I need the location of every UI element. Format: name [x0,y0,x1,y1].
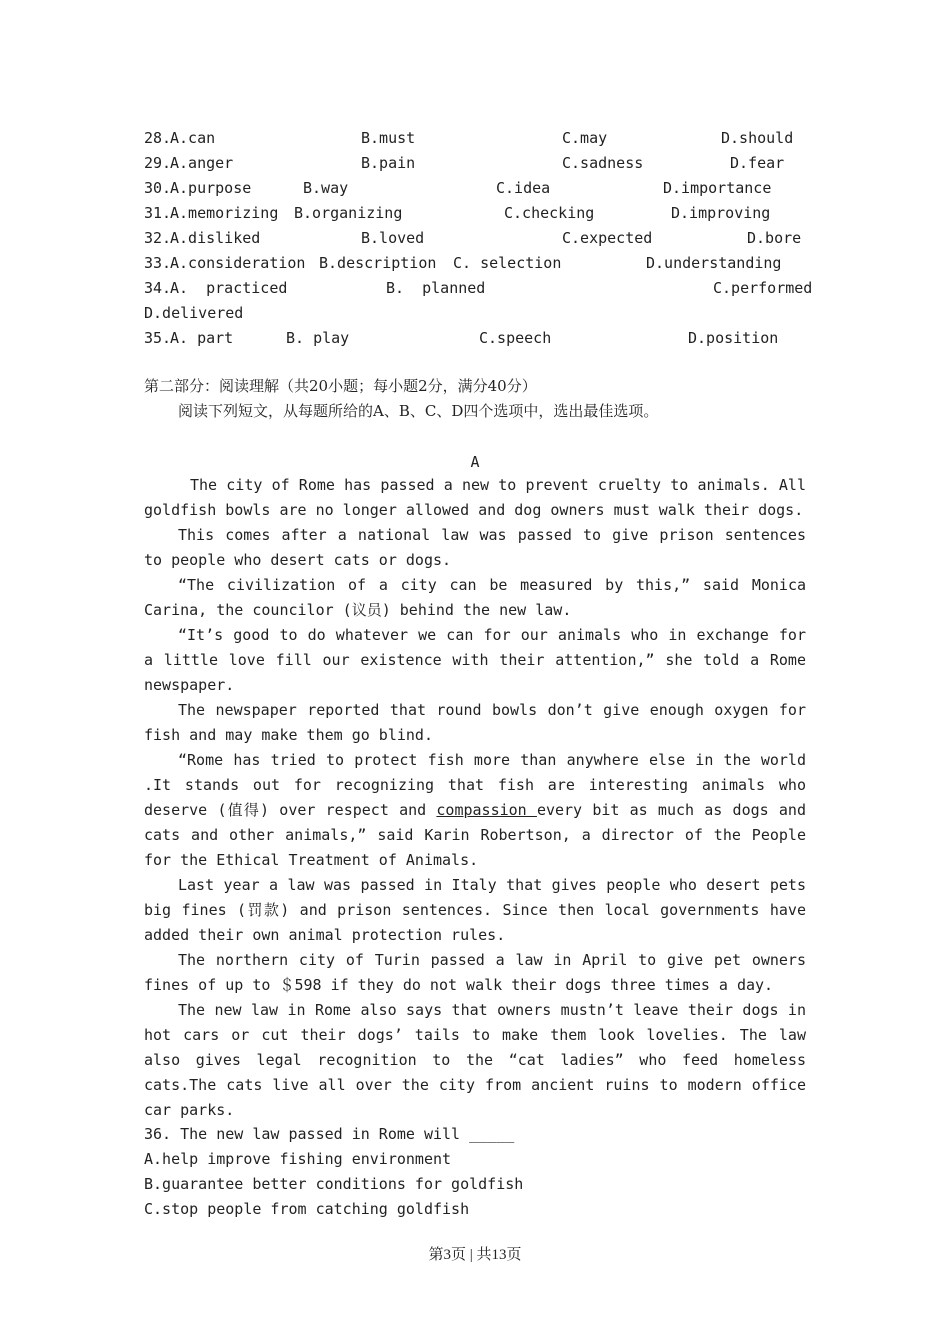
passage-paragraph: The new law in Rome also says that owners mustn’t leave their dogs in hot cars or cut their dogs’ tails to make them look lovelies. The law also gives legal recognition to the “cat ladies” who feed homeless cats.The cats live all over the city from ancient ruins to modern office car parks. [144,1001,806,1119]
option-a: A.can [170,129,216,147]
passage-paragraph: The newspaper reported that round bowls don’t give enough oxygen for fish and may make them go blind. [144,701,806,744]
option-number: 33. [144,254,172,272]
option-number: 32. [144,229,172,247]
option-a: A.disliked [170,229,261,247]
option-a: A. practiced [170,279,288,297]
section-title: 第二部分：阅读理解（共20小题；每小题2分，满分40分） [144,377,537,395]
option-a: A.anger [170,154,234,172]
option-b: B.must [361,129,416,147]
passage-paragraph: This comes after a national law was passed to give prison sentences to people who desert cats or dogs. [144,526,806,569]
option-c: C.speech [479,329,552,347]
passage-paragraph: “It’s good to do whatever we can for our animals who in exchange for a little love fill our existence with their attention,” she told a Rome newspaper. [144,626,806,694]
option-a: A.memorizing [170,204,279,222]
option-c: C.may [562,129,608,147]
option-c: C. selection [453,254,562,272]
option-a: A.consideration [170,254,306,272]
option-number: 35. [144,329,172,347]
option-number: 31. [144,204,172,222]
option-a: A.purpose [170,179,252,197]
passage-label: A [470,453,480,471]
option-b: B. planned [386,279,486,297]
option-number: 29. [144,154,172,172]
option-d: D.importance [663,179,772,197]
option-b: B.loved [361,229,425,247]
question-stem: 36. The new law passed in Rome will _____ [144,1125,515,1143]
option-a: A. part [170,329,234,347]
option-c: C.performed [713,279,813,297]
option-d: D.improving [671,204,771,222]
option-d: D.fear [730,154,785,172]
paragraph-text: every bit as much as dogs and cats and other animals,” said Karin Robertson, a director of the People for the Ethical Treatment of Animals. [144,801,806,869]
option-number: 34. [144,279,172,297]
passage-paragraph: The northern city of Turin passed a law in April to give pet owners fines of up to ＄598 if they do not walk their dogs three times a day. [144,951,806,994]
option-b: B.organizing [294,204,403,222]
option-d: D.position [688,329,779,347]
option-c: C.sadness [562,154,644,172]
question-option-c: C.stop people from catching goldfish [144,1200,470,1218]
option-c: C.expected [562,229,653,247]
passage-paragraph: “The civilization of a city can be measured by this,” said Monica Carina, the councilor (议员) behind the new law. [144,576,806,619]
option-c: C.idea [496,179,551,197]
option-d: D.bore [747,229,802,247]
paragraph-text: “Rome has tried to protect fish more than anywhere else in the world .It stands out for recognizing that fish are interesting animals who deserve (值得) over respect and [144,751,806,819]
passage-paragraph [144,748,806,873]
option-b: B.pain [361,154,416,172]
option-number: 30. [144,179,172,197]
option-d: D.understanding [646,254,782,272]
section-instruction: 阅读下列短文，从每题所给的A、B、C、D四个选项中，选出最佳选项。 [178,402,659,420]
option-b: B. play [286,329,350,347]
passage-paragraph: The city of Rome has passed a new to prevent cruelty to animals. All goldfish bowls are no longer allowed and dog owners must walk their dogs. [144,476,806,519]
option-d: D.delivered [144,304,244,322]
underlined-word: compassion [436,801,537,819]
page-footer: 第3页 | 共13页 [428,1247,522,1263]
option-b: B.way [303,179,349,197]
option-d: D.should [721,129,794,147]
option-b: B.description [319,254,437,272]
question-option-a: A.help improve fishing environment [144,1150,452,1168]
question-option-b: B.guarantee better conditions for goldfish [144,1175,524,1193]
option-c: C.checking [504,204,595,222]
passage-paragraph: Last year a law was passed in Italy that gives people who desert pets big fines (罚款) and prison sentences. Since then local governments have added their own animal protection rules. [144,876,806,944]
option-number: 28. [144,129,172,147]
